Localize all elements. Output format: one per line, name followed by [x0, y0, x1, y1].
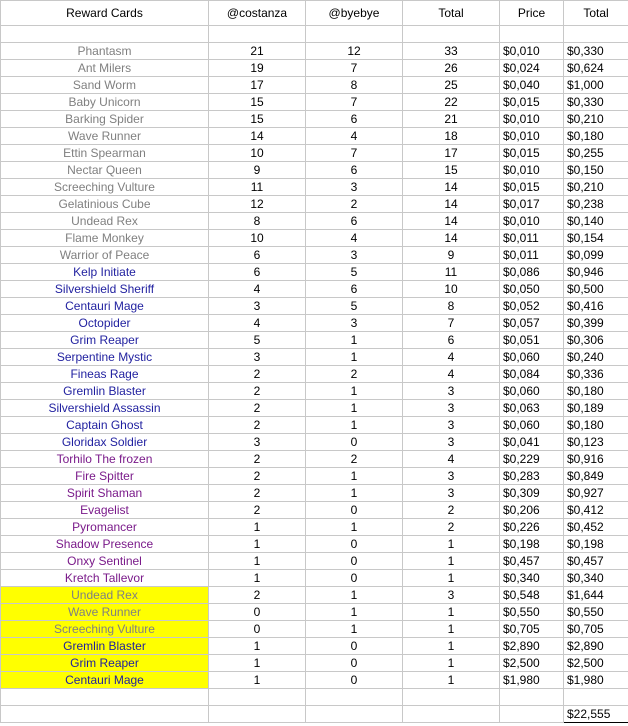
total-count-cell[interactable]: 4	[403, 451, 500, 468]
total-value-cell[interactable]: $0,180	[564, 383, 628, 400]
total-value-cell[interactable]: $0,198	[564, 536, 628, 553]
costanza-count-cell[interactable]: 2	[209, 502, 306, 519]
total-count-cell[interactable]: 33	[403, 43, 500, 60]
card-name-cell[interactable]: Torhilo The frozen	[1, 451, 209, 468]
card-name-cell[interactable]: Warrior of Peace	[1, 247, 209, 264]
total-count-cell[interactable]: 2	[403, 519, 500, 536]
table-row	[1, 315, 628, 332]
total-count-cell[interactable]: 3	[403, 485, 500, 502]
header-total-value[interactable]: Total	[564, 1, 628, 26]
total-count-cell[interactable]: 1	[403, 536, 500, 553]
table-row	[1, 383, 628, 400]
total-count-cell[interactable]: 25	[403, 77, 500, 94]
grand-total-row	[1, 706, 628, 723]
price-cell[interactable]: $0,015	[500, 94, 564, 111]
table-row	[1, 349, 628, 366]
card-name-cell[interactable]: Evagelist	[1, 502, 209, 519]
byebye-count-cell[interactable]: 1	[306, 604, 403, 621]
price-cell[interactable]: $0,457	[500, 553, 564, 570]
byebye-count-cell[interactable]: 7	[306, 94, 403, 111]
total-count-cell[interactable]: 1	[403, 638, 500, 655]
total-value-cell[interactable]: $0,140	[564, 213, 628, 230]
total-value-cell[interactable]: $0,123	[564, 434, 628, 451]
total-value-cell[interactable]: $0,238	[564, 196, 628, 213]
costanza-count-cell[interactable]: 2	[209, 383, 306, 400]
price-cell[interactable]: $0,226	[500, 519, 564, 536]
costanza-count-cell[interactable]: 1	[209, 570, 306, 587]
total-count-cell[interactable]: 3	[403, 434, 500, 451]
byebye-count-cell[interactable]: 6	[306, 281, 403, 298]
costanza-count-cell[interactable]: 5	[209, 332, 306, 349]
table-row	[1, 332, 628, 349]
total-value-cell[interactable]: $0,210	[564, 111, 628, 128]
card-name-cell[interactable]: Shadow Presence	[1, 536, 209, 553]
grand-total-cell[interactable]: $22,555	[564, 706, 628, 723]
costanza-count-cell[interactable]: 3	[209, 349, 306, 366]
byebye-count-cell[interactable]: 0	[306, 638, 403, 655]
card-name-cell[interactable]: Flame Monkey	[1, 230, 209, 247]
byebye-count-cell[interactable]: 2	[306, 451, 403, 468]
byebye-count-cell[interactable]: 1	[306, 519, 403, 536]
price-cell[interactable]: $2,500	[500, 655, 564, 672]
table-row	[1, 451, 628, 468]
total-value-cell[interactable]: $0,946	[564, 264, 628, 281]
card-name-cell[interactable]: Baby Unicorn	[1, 94, 209, 111]
total-value-cell[interactable]: $0,180	[564, 128, 628, 145]
total-value-cell[interactable]: $0,150	[564, 162, 628, 179]
price-cell[interactable]: $0,010	[500, 162, 564, 179]
empty-cell[interactable]	[500, 689, 564, 706]
costanza-count-cell[interactable]: 4	[209, 315, 306, 332]
byebye-count-cell[interactable]: 2	[306, 196, 403, 213]
price-cell[interactable]: $0,040	[500, 77, 564, 94]
card-name-cell[interactable]: Fire Spitter	[1, 468, 209, 485]
total-value-cell[interactable]: $0,240	[564, 349, 628, 366]
table-row	[1, 400, 628, 417]
card-name-cell[interactable]: Serpentine Mystic	[1, 349, 209, 366]
table-row	[1, 485, 628, 502]
card-name-cell[interactable]: Ant Milers	[1, 60, 209, 77]
card-name-cell[interactable]: Wave Runner	[1, 604, 209, 621]
costanza-count-cell[interactable]: 10	[209, 145, 306, 162]
price-cell[interactable]: $0,705	[500, 621, 564, 638]
total-count-cell[interactable]: 1	[403, 570, 500, 587]
total-value-cell[interactable]: $1,644	[564, 587, 628, 604]
total-value-cell[interactable]: $0,340	[564, 570, 628, 587]
byebye-count-cell[interactable]: 0	[306, 536, 403, 553]
header-costanza[interactable]: @costanza	[209, 1, 306, 26]
total-count-cell[interactable]: 14	[403, 179, 500, 196]
card-name-cell[interactable]: Centauri Mage	[1, 298, 209, 315]
price-cell[interactable]: $0,010	[500, 128, 564, 145]
costanza-count-cell[interactable]: 11	[209, 179, 306, 196]
price-cell[interactable]: $0,060	[500, 417, 564, 434]
price-cell[interactable]: $0,283	[500, 468, 564, 485]
card-name-cell[interactable]: Gloridax Soldier	[1, 434, 209, 451]
total-count-cell[interactable]: 3	[403, 400, 500, 417]
total-count-cell[interactable]: 3	[403, 587, 500, 604]
total-value-cell[interactable]: $1,980	[564, 672, 628, 689]
byebye-count-cell[interactable]: 2	[306, 366, 403, 383]
byebye-count-cell[interactable]: 3	[306, 247, 403, 264]
total-count-cell[interactable]: 15	[403, 162, 500, 179]
total-count-cell[interactable]: 26	[403, 60, 500, 77]
table-row	[1, 553, 628, 570]
table-row	[1, 77, 628, 94]
card-name-cell[interactable]: Wave Runner	[1, 128, 209, 145]
price-cell[interactable]: $0,015	[500, 145, 564, 162]
card-name-cell[interactable]: Captain Ghost	[1, 417, 209, 434]
empty-cell[interactable]	[306, 706, 403, 723]
costanza-count-cell[interactable]: 19	[209, 60, 306, 77]
costanza-count-cell[interactable]: 2	[209, 587, 306, 604]
total-count-cell[interactable]: 14	[403, 230, 500, 247]
price-cell[interactable]: $0,010	[500, 111, 564, 128]
total-value-cell[interactable]: $0,416	[564, 298, 628, 315]
price-cell[interactable]: $0,051	[500, 332, 564, 349]
price-cell[interactable]: $0,017	[500, 196, 564, 213]
empty-cell[interactable]	[403, 26, 500, 43]
card-name-cell[interactable]: Grim Reaper	[1, 655, 209, 672]
total-count-cell[interactable]: 14	[403, 196, 500, 213]
empty-cell[interactable]	[306, 689, 403, 706]
card-name-cell[interactable]: Fineas Rage	[1, 366, 209, 383]
costanza-count-cell[interactable]: 1	[209, 672, 306, 689]
card-name-cell[interactable]: Kelp Initiate	[1, 264, 209, 281]
costanza-count-cell[interactable]: 21	[209, 43, 306, 60]
empty-cell[interactable]	[500, 26, 564, 43]
costanza-count-cell[interactable]: 1	[209, 536, 306, 553]
total-count-cell[interactable]: 7	[403, 315, 500, 332]
byebye-count-cell[interactable]: 7	[306, 60, 403, 77]
table-row	[1, 502, 628, 519]
price-cell[interactable]: $0,015	[500, 179, 564, 196]
empty-cell[interactable]	[209, 689, 306, 706]
table-row	[1, 281, 628, 298]
costanza-count-cell[interactable]: 3	[209, 434, 306, 451]
card-name-cell[interactable]: Centauri Mage	[1, 672, 209, 689]
table-row	[1, 145, 628, 162]
byebye-count-cell[interactable]: 1	[306, 485, 403, 502]
costanza-count-cell[interactable]: 10	[209, 230, 306, 247]
card-name-cell[interactable]: Undead Rex	[1, 213, 209, 230]
costanza-count-cell[interactable]: 1	[209, 553, 306, 570]
price-cell[interactable]: $1,980	[500, 672, 564, 689]
card-name-cell[interactable]: Phantasm	[1, 43, 209, 60]
table-row	[1, 434, 628, 451]
total-value-cell[interactable]: $0,255	[564, 145, 628, 162]
card-name-cell[interactable]: Gelatinious Cube	[1, 196, 209, 213]
total-count-cell[interactable]: 3	[403, 383, 500, 400]
price-cell[interactable]: $2,890	[500, 638, 564, 655]
table-row	[1, 298, 628, 315]
total-count-cell[interactable]: 1	[403, 621, 500, 638]
total-value-cell[interactable]: $0,399	[564, 315, 628, 332]
empty-cell[interactable]	[306, 26, 403, 43]
costanza-count-cell[interactable]: 0	[209, 621, 306, 638]
table-row	[1, 638, 628, 655]
card-name-cell[interactable]: Silvershield Assassin	[1, 400, 209, 417]
byebye-count-cell[interactable]: 8	[306, 77, 403, 94]
total-count-cell[interactable]: 10	[403, 281, 500, 298]
byebye-count-cell[interactable]: 1	[306, 349, 403, 366]
byebye-count-cell[interactable]: 0	[306, 570, 403, 587]
costanza-count-cell[interactable]: 2	[209, 468, 306, 485]
card-name-cell[interactable]: Spirit Shaman	[1, 485, 209, 502]
header-reward-cards[interactable]: Reward Cards	[1, 1, 209, 26]
table-row	[1, 60, 628, 77]
costanza-count-cell[interactable]: 9	[209, 162, 306, 179]
price-cell[interactable]: $0,041	[500, 434, 564, 451]
byebye-count-cell[interactable]: 1	[306, 468, 403, 485]
total-value-cell[interactable]: $0,330	[564, 43, 628, 60]
price-cell[interactable]: $0,229	[500, 451, 564, 468]
card-name-cell[interactable]: Onxy Sentinel	[1, 553, 209, 570]
byebye-count-cell[interactable]: 0	[306, 502, 403, 519]
total-value-cell[interactable]: $0,500	[564, 281, 628, 298]
total-count-cell[interactable]: 9	[403, 247, 500, 264]
costanza-count-cell[interactable]: 2	[209, 366, 306, 383]
byebye-count-cell[interactable]: 1	[306, 621, 403, 638]
total-value-cell[interactable]: $0,916	[564, 451, 628, 468]
total-value-cell[interactable]: $0,306	[564, 332, 628, 349]
header-byebye[interactable]: @byebye	[306, 1, 403, 26]
card-name-cell[interactable]: Sand Worm	[1, 77, 209, 94]
total-value-cell[interactable]: $2,890	[564, 638, 628, 655]
card-name-cell[interactable]: Grim Reaper	[1, 332, 209, 349]
price-cell[interactable]: $0,010	[500, 43, 564, 60]
byebye-count-cell[interactable]: 0	[306, 553, 403, 570]
byebye-count-cell[interactable]: 0	[306, 655, 403, 672]
empty-cell[interactable]	[500, 706, 564, 723]
price-cell[interactable]: $0,060	[500, 349, 564, 366]
costanza-count-cell[interactable]: 6	[209, 247, 306, 264]
card-name-cell[interactable]: Undead Rex	[1, 587, 209, 604]
table-row	[1, 655, 628, 672]
costanza-count-cell[interactable]: 12	[209, 196, 306, 213]
total-count-cell[interactable]: 3	[403, 417, 500, 434]
costanza-count-cell[interactable]: 14	[209, 128, 306, 145]
byebye-count-cell[interactable]: 7	[306, 145, 403, 162]
card-name-cell[interactable]: Gremlin Blaster	[1, 383, 209, 400]
total-value-cell[interactable]: $0,189	[564, 400, 628, 417]
price-cell[interactable]: $0,086	[500, 264, 564, 281]
card-name-cell[interactable]: Barking Spider	[1, 111, 209, 128]
total-count-cell[interactable]: 1	[403, 672, 500, 689]
costanza-count-cell[interactable]: 1	[209, 638, 306, 655]
price-cell[interactable]: $0,050	[500, 281, 564, 298]
total-value-cell[interactable]: $0,849	[564, 468, 628, 485]
total-value-cell[interactable]: $0,927	[564, 485, 628, 502]
table-row	[1, 519, 628, 536]
costanza-count-cell[interactable]: 3	[209, 298, 306, 315]
byebye-count-cell[interactable]: 5	[306, 298, 403, 315]
table-row	[1, 264, 628, 281]
empty-cell[interactable]	[1, 689, 209, 706]
byebye-count-cell[interactable]: 3	[306, 179, 403, 196]
table-row	[1, 621, 628, 638]
empty-cell[interactable]	[1, 706, 209, 723]
table-row	[1, 196, 628, 213]
total-count-cell[interactable]: 1	[403, 604, 500, 621]
table-row	[1, 587, 628, 604]
total-count-cell[interactable]: 1	[403, 553, 500, 570]
price-cell[interactable]: $0,057	[500, 315, 564, 332]
table-row	[1, 128, 628, 145]
price-cell[interactable]: $0,548	[500, 587, 564, 604]
total-value-cell[interactable]: $0,705	[564, 621, 628, 638]
price-cell[interactable]: $0,309	[500, 485, 564, 502]
empty-cell[interactable]	[403, 689, 500, 706]
total-count-cell[interactable]: 14	[403, 213, 500, 230]
table-row	[1, 230, 628, 247]
price-cell[interactable]: $0,206	[500, 502, 564, 519]
price-cell[interactable]: $0,011	[500, 247, 564, 264]
total-value-cell[interactable]: $0,336	[564, 366, 628, 383]
costanza-count-cell[interactable]: 4	[209, 281, 306, 298]
total-value-cell[interactable]: $0,457	[564, 553, 628, 570]
price-cell[interactable]: $0,063	[500, 400, 564, 417]
costanza-count-cell[interactable]: 6	[209, 264, 306, 281]
costanza-count-cell[interactable]: 8	[209, 213, 306, 230]
table-row	[1, 43, 628, 60]
table-row	[1, 162, 628, 179]
spacer-row	[1, 689, 628, 706]
total-count-cell[interactable]: 11	[403, 264, 500, 281]
price-cell[interactable]: $0,084	[500, 366, 564, 383]
card-name-cell[interactable]: Screeching Vulture	[1, 621, 209, 638]
total-count-cell[interactable]: 4	[403, 366, 500, 383]
card-name-cell[interactable]: Ettin Spearman	[1, 145, 209, 162]
byebye-count-cell[interactable]: 6	[306, 111, 403, 128]
table-row	[1, 604, 628, 621]
costanza-count-cell[interactable]: 17	[209, 77, 306, 94]
costanza-count-cell[interactable]: 2	[209, 417, 306, 434]
byebye-count-cell[interactable]: 4	[306, 230, 403, 247]
price-cell[interactable]: $0,011	[500, 230, 564, 247]
card-name-cell[interactable]: Nectar Queen	[1, 162, 209, 179]
costanza-count-cell[interactable]: 1	[209, 519, 306, 536]
total-count-cell[interactable]: 8	[403, 298, 500, 315]
empty-cell[interactable]	[1, 26, 209, 43]
header-price[interactable]: Price	[500, 1, 564, 26]
table-row	[1, 111, 628, 128]
byebye-count-cell[interactable]: 1	[306, 417, 403, 434]
byebye-count-cell[interactable]: 3	[306, 315, 403, 332]
total-value-cell[interactable]: $0,180	[564, 417, 628, 434]
table-row	[1, 417, 628, 434]
table-row	[1, 468, 628, 485]
card-name-cell[interactable]: Octopider	[1, 315, 209, 332]
total-count-cell[interactable]: 6	[403, 332, 500, 349]
byebye-count-cell[interactable]: 1	[306, 587, 403, 604]
total-count-cell[interactable]: 4	[403, 349, 500, 366]
header-total[interactable]: Total	[403, 1, 500, 26]
total-value-cell[interactable]: $0,624	[564, 60, 628, 77]
price-cell[interactable]: $0,340	[500, 570, 564, 587]
table-row	[1, 247, 628, 264]
costanza-count-cell[interactable]: 15	[209, 94, 306, 111]
card-name-cell[interactable]: Gremlin Blaster	[1, 638, 209, 655]
price-cell[interactable]: $0,060	[500, 383, 564, 400]
costanza-count-cell[interactable]: 2	[209, 485, 306, 502]
table-row	[1, 672, 628, 689]
costanza-count-cell[interactable]: 15	[209, 111, 306, 128]
total-value-cell[interactable]: $0,550	[564, 604, 628, 621]
price-cell[interactable]: $0,550	[500, 604, 564, 621]
byebye-count-cell[interactable]: 5	[306, 264, 403, 281]
total-count-cell[interactable]: 2	[403, 502, 500, 519]
total-value-cell[interactable]: $0,154	[564, 230, 628, 247]
byebye-count-cell[interactable]: 12	[306, 43, 403, 60]
total-value-cell[interactable]: $0,210	[564, 179, 628, 196]
empty-cell[interactable]	[564, 26, 628, 43]
total-value-cell[interactable]: $0,330	[564, 94, 628, 111]
card-name-cell[interactable]: Kretch Tallevor	[1, 570, 209, 587]
total-value-cell[interactable]: $0,099	[564, 247, 628, 264]
total-value-cell[interactable]: $0,452	[564, 519, 628, 536]
total-count-cell[interactable]: 18	[403, 128, 500, 145]
price-cell[interactable]: $0,198	[500, 536, 564, 553]
total-value-cell[interactable]: $1,000	[564, 77, 628, 94]
table-row	[1, 213, 628, 230]
table-row	[1, 570, 628, 587]
byebye-count-cell[interactable]: 4	[306, 128, 403, 145]
price-cell[interactable]: $0,010	[500, 213, 564, 230]
byebye-count-cell[interactable]: 6	[306, 213, 403, 230]
costanza-count-cell[interactable]: 0	[209, 604, 306, 621]
header-row	[1, 1, 628, 26]
byebye-count-cell[interactable]: 1	[306, 383, 403, 400]
table-row	[1, 94, 628, 111]
costanza-count-cell[interactable]: 2	[209, 451, 306, 468]
card-name-cell[interactable]: Screeching Vulture	[1, 179, 209, 196]
card-name-cell[interactable]: Pyromancer	[1, 519, 209, 536]
total-count-cell[interactable]: 21	[403, 111, 500, 128]
total-value-cell[interactable]: $0,412	[564, 502, 628, 519]
byebye-count-cell[interactable]: 1	[306, 400, 403, 417]
byebye-count-cell[interactable]: 0	[306, 672, 403, 689]
table-row	[1, 536, 628, 553]
total-count-cell[interactable]: 3	[403, 468, 500, 485]
byebye-count-cell[interactable]: 1	[306, 332, 403, 349]
total-count-cell[interactable]: 22	[403, 94, 500, 111]
costanza-count-cell[interactable]: 2	[209, 400, 306, 417]
byebye-count-cell[interactable]: 0	[306, 434, 403, 451]
empty-cell[interactable]	[209, 706, 306, 723]
empty-cell[interactable]	[209, 26, 306, 43]
total-value-cell[interactable]: $2,500	[564, 655, 628, 672]
total-count-cell[interactable]: 17	[403, 145, 500, 162]
empty-cell[interactable]	[403, 706, 500, 723]
costanza-count-cell[interactable]: 1	[209, 655, 306, 672]
empty-cell[interactable]	[564, 689, 628, 706]
spacer-row	[1, 26, 628, 43]
price-cell[interactable]: $0,024	[500, 60, 564, 77]
table-row	[1, 179, 628, 196]
card-name-cell[interactable]: Silvershield Sheriff	[1, 281, 209, 298]
byebye-count-cell[interactable]: 6	[306, 162, 403, 179]
table-row	[1, 366, 628, 383]
price-cell[interactable]: $0,052	[500, 298, 564, 315]
total-count-cell[interactable]: 1	[403, 655, 500, 672]
